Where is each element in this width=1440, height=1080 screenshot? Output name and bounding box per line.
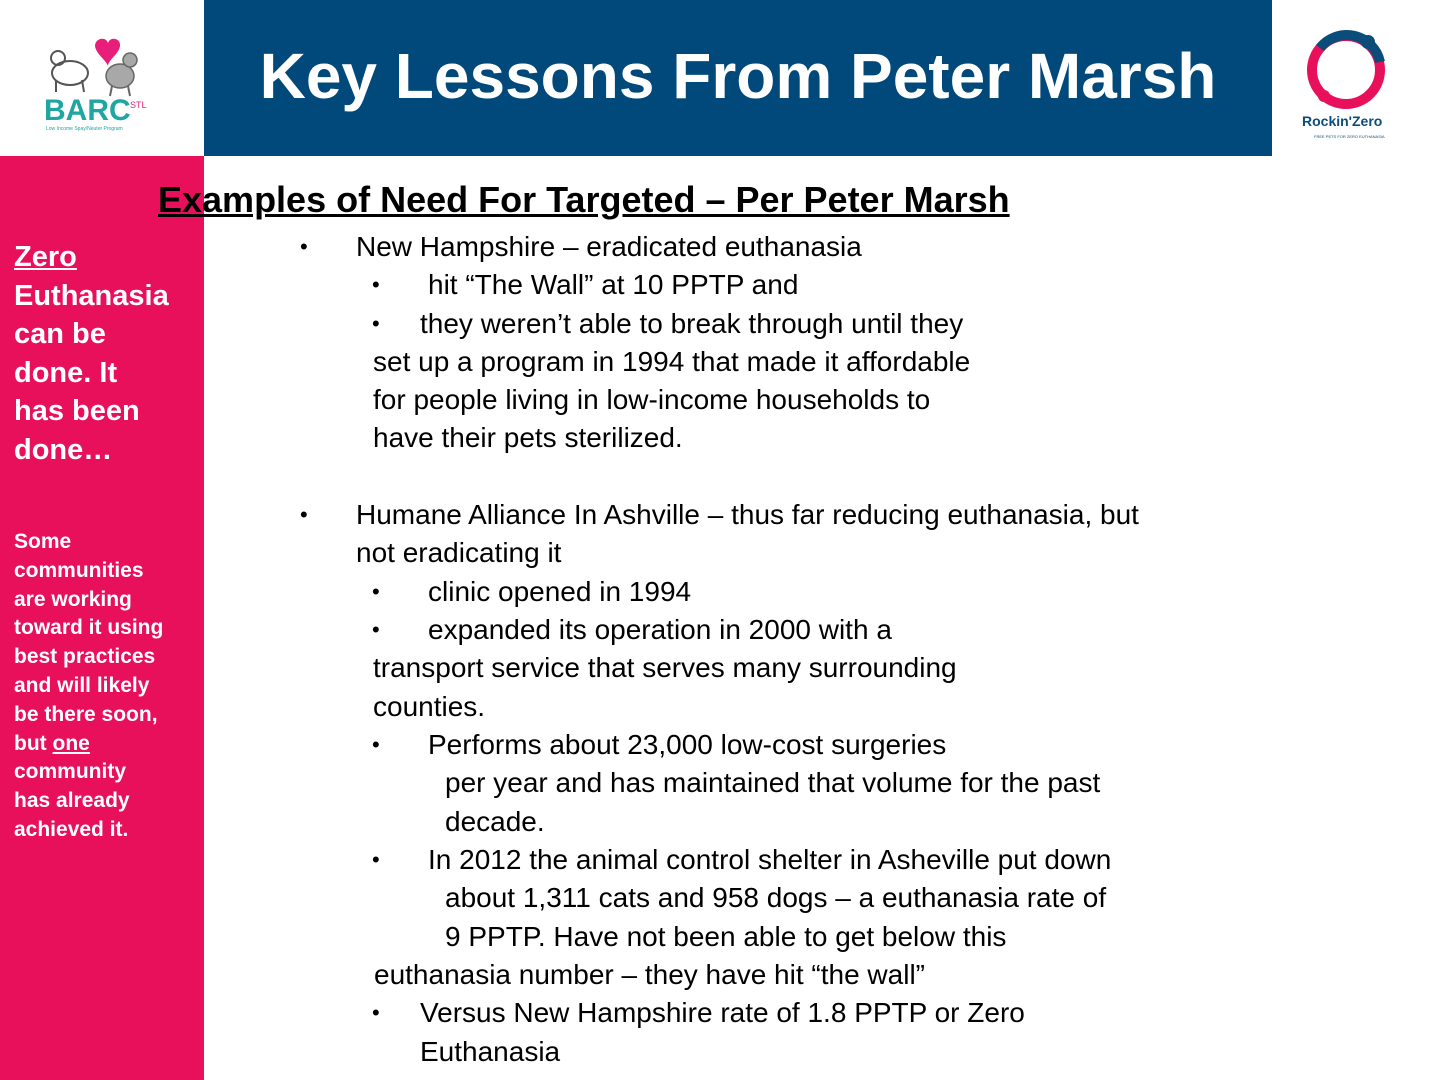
continuation-text: set up a program in 1994 that made it affordable	[373, 346, 971, 377]
sidebar-headline-line: Euthanasia	[14, 279, 169, 312]
barc-logo	[40, 28, 160, 138]
sub-bullet-marker: •	[372, 272, 380, 297]
sidebar-headline-line: done…	[14, 433, 113, 466]
rockin-zero-logo	[1296, 22, 1406, 144]
continuation-text: Euthanasia	[420, 1036, 561, 1067]
sidebar-headline-line: can be	[14, 318, 106, 350]
sidebar-body-line: community	[14, 760, 127, 784]
continuation-text: for people living in low-income households to	[373, 384, 931, 415]
bullet-marker: •	[300, 234, 308, 259]
continuation-text: per year and has maintained that volume for the past	[445, 767, 1101, 798]
bullet-text: Humane Alliance In Ashville – thus far reducing euthanasia, but	[356, 499, 1139, 530]
continuation-text: counties.	[373, 691, 486, 722]
barc-logo-suffix: STL	[130, 100, 147, 110]
sidebar-body-line: be there soon,	[14, 702, 158, 726]
sidebar-body-line: best practices	[14, 645, 156, 669]
sidebar-body-line: has already	[14, 789, 130, 813]
sidebar-body-line: and will likely	[14, 673, 150, 697]
sidebar-body-line: are working	[14, 587, 132, 611]
header-bar	[204, 0, 1272, 156]
sub-bullet-text: In 2012 the animal control shelter in Asheville put down	[428, 844, 1112, 875]
bullet-marker: •	[300, 502, 308, 527]
continuation-text: transport service that serves many surrounding	[373, 652, 957, 683]
continuation-text: euthanasia number – they have hit “the wall”	[374, 959, 925, 990]
sub-bullet-marker: •	[372, 732, 380, 757]
sidebar-body-but: but	[14, 731, 47, 755]
sub-bullet-marker: •	[372, 579, 380, 604]
sub-bullet-marker: •	[372, 617, 380, 642]
rockin-zero-logo-tagline: FREE PETS FOR ZERO EUTHANASIA	[1314, 134, 1385, 139]
sub-bullet-text: Performs about 23,000 low-cost surgeries	[428, 729, 947, 760]
continuation-text: 9 PPTP. Have not been able to get below this	[445, 921, 1007, 952]
sidebar-body-line: Some	[14, 530, 72, 553]
sub-bullet-marker: •	[372, 1000, 380, 1025]
barc-logo-text: BARC	[44, 94, 131, 127]
sub-bullet-text: expanded its operation in 2000 with a	[428, 614, 892, 645]
sidebar-headline	[14, 238, 200, 469]
sidebar-body-one: one	[52, 731, 90, 755]
slide-title: Key Lessons From Peter Marsh	[259, 40, 1217, 112]
sidebar-body	[14, 528, 200, 845]
continuation-text: decade.	[445, 806, 545, 837]
sub-bullet-text: clinic opened in 1994	[428, 576, 692, 607]
sub-bullet-text: they weren’t able to break through until they	[420, 308, 964, 339]
rockin-zero-logo-text: Rockin'Zero	[1302, 113, 1383, 129]
sidebar-body-line	[14, 730, 200, 759]
section-subtitle: Examples of Need For Targeted – Per Peter Marsh	[158, 179, 1010, 220]
sidebar-body-line: communities	[14, 558, 144, 582]
sidebar-headline-line: done. It	[14, 356, 118, 389]
barc-logo-mark	[40, 28, 160, 138]
continuation-text: not eradicating it	[356, 537, 562, 568]
continuation-text: about 1,311 cats and 958 dogs – a euthanasia rate of	[445, 882, 1107, 913]
sub-bullet-text: Versus New Hampshire rate of 1.8 PPTP or Zero	[420, 997, 1025, 1028]
bullet-text: New Hampshire – eradicated euthanasia	[356, 231, 862, 262]
sub-bullet-marker: •	[372, 311, 380, 336]
continuation-text: have their pets sterilized.	[373, 422, 683, 453]
sidebar-body-line: achieved it.	[14, 817, 129, 841]
sidebar-body-line: toward it using	[14, 616, 164, 640]
sub-bullet-text: hit “The Wall” at 10 PPTP and	[428, 269, 799, 300]
rockin-zero-logo-mark	[1296, 22, 1406, 144]
sidebar-headline-zero: Zero	[14, 241, 77, 273]
sidebar-headline-line: has been	[14, 395, 140, 427]
barc-logo-tagline: Low Income Spay/Neuter Program	[46, 126, 123, 132]
sub-bullet-marker: •	[372, 847, 380, 872]
sidebar-panel	[0, 156, 204, 1080]
